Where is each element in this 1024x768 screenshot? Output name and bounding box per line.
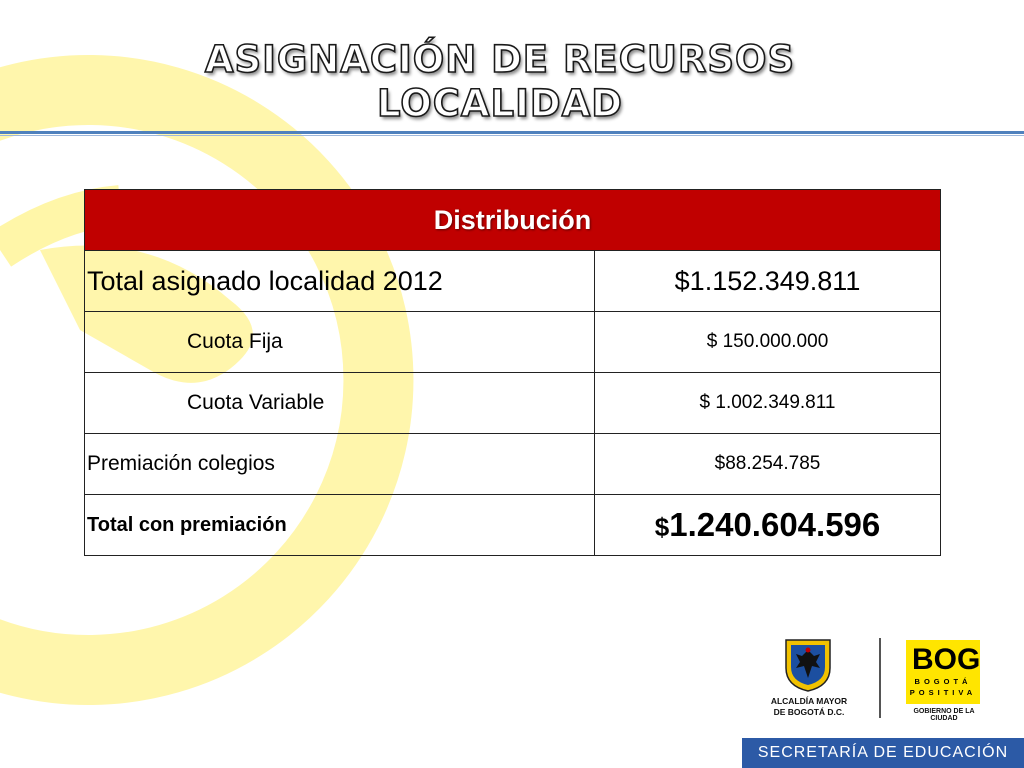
bog-logo-text: BOG	[912, 643, 981, 676]
row-value-total-asignado: $1.152.349.811	[595, 251, 941, 312]
row-label-total-premiacion: Total con premiación	[85, 495, 595, 556]
alcaldia-line-1: ALCALDÍA MAYOR	[770, 696, 848, 706]
bog-logo-subtitle	[908, 676, 978, 698]
title-line-1: ASIGNACIÓN DE RECURSOS	[204, 38, 796, 81]
row-value-cuota-variable: $ 1.002.349.811	[595, 373, 941, 434]
alcaldia-line-2: DE BOGOTÁ D.C.	[773, 707, 845, 717]
title-divider	[0, 131, 1024, 134]
row-label-premiacion: Premiación colegios	[85, 434, 595, 495]
row-value-total-premiacion	[595, 495, 941, 556]
row-value-cuota-fija: $ 150.000.000	[595, 312, 941, 373]
table-header-row	[85, 190, 941, 251]
logo-divider	[879, 638, 881, 718]
slide-title	[0, 38, 1000, 126]
table-row	[85, 434, 941, 495]
row-label-cuota-fija: Cuota Fija	[85, 312, 595, 373]
currency-symbol: $	[654, 512, 670, 542]
bogota-coat-of-arms-icon	[782, 638, 834, 692]
table-row	[85, 373, 941, 434]
table-header: Distribución	[85, 190, 941, 251]
table-row	[85, 495, 941, 556]
title-divider-thin	[0, 135, 1024, 136]
table-row	[85, 251, 941, 312]
row-label-cuota-variable: Cuota Variable	[85, 373, 595, 434]
secretaria-banner: SECRETARÍA DE EDUCACIÓN	[742, 738, 1024, 768]
alcaldia-logo-text	[750, 696, 868, 718]
row-label-total-asignado: Total asignado localidad 2012	[85, 251, 595, 312]
gobierno-ciudad-text: GOBIERNO DE LA CIUDAD	[913, 708, 975, 722]
total-number: 1.240.604.596	[669, 506, 881, 543]
table-row	[85, 312, 941, 373]
title-line-2: LOCALIDAD	[377, 82, 623, 125]
distribution-table	[84, 189, 941, 556]
row-value-premiacion: $88.254.785	[595, 434, 941, 495]
bog-sub-line-1: BOGOTÁ	[914, 677, 972, 686]
bog-sub-line-2: POSITIVA	[909, 688, 977, 697]
